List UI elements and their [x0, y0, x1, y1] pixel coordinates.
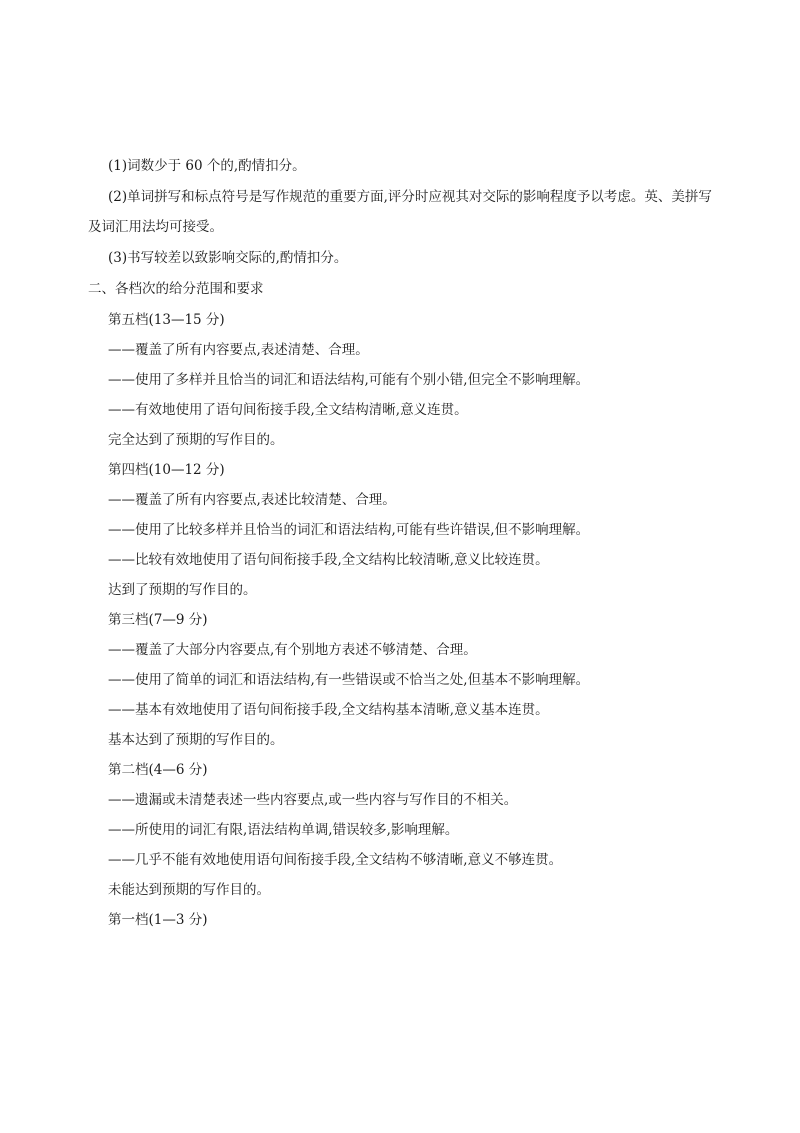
level-5-criterion-1: ——覆盖了所有内容要点,表述清楚、合理。 — [108, 342, 369, 358]
level-5-criterion-2: ——使用了多样并且恰当的词汇和语法结构,可能有个别小错,但完全不影响理解。 — [108, 372, 590, 388]
level-5-title: 第五档(13—15 分) — [108, 312, 225, 328]
level-4-criterion-2: ——使用了比较多样并且恰当的词汇和语法结构,可能有些许错误,但不影响理解。 — [108, 522, 590, 538]
level-3-criterion-1: ——覆盖了大部分内容要点,有个别地方表述不够清楚、合理。 — [108, 642, 477, 658]
level-2-criterion-3: ——几乎不能有效地使用语句间衔接手段,全文结构不够清晰,意义不够连贯。 — [108, 852, 563, 868]
level-4-criterion-1: ——覆盖了所有内容要点,表述比较清楚、合理。 — [108, 492, 396, 508]
level-2-criterion-1: ——遗漏或未清楚表述一些内容要点,或一些内容与写作目的不相关。 — [108, 792, 518, 808]
level-3-title: 第三档(7—9 分) — [108, 612, 208, 628]
level-2-summary: 未能达到预期的写作目的。 — [108, 882, 270, 898]
level-2-criterion-2: ——所使用的词汇有限,语法结构单调,错误较多,影响理解。 — [108, 822, 459, 838]
section-heading: 二、各档次的给分范围和要求 — [88, 281, 264, 297]
level-5-summary: 完全达到了预期的写作目的。 — [108, 432, 284, 448]
level-4-criterion-3: ——比较有效地使用了语句间衔接手段,全文结构比较清晰,意义比较连贯。 — [108, 552, 549, 568]
level-5-criterion-3: ——有效地使用了语句间衔接手段,全文结构清晰,意义连贯。 — [108, 402, 468, 418]
note-2: (2)单词拼写和标点符号是写作规范的重要方面,评分时应视其对交际的影响程度予以考虑。英、美拼写 — [108, 189, 712, 205]
note-2-continued: 及词汇用法均可接受。 — [88, 219, 223, 235]
note-1: (1)词数少于 60 个的,酌情扣分。 — [108, 158, 306, 174]
level-1-title: 第一档(1—3 分) — [108, 912, 208, 928]
level-4-summary: 达到了预期的写作目的。 — [108, 582, 257, 598]
note-3: (3)书写较差以致影响交际的,酌情扣分。 — [108, 250, 348, 266]
level-2-title: 第二档(4—6 分) — [108, 762, 208, 778]
level-4-title: 第四档(10—12 分) — [108, 462, 225, 478]
level-3-criterion-2: ——使用了简单的词汇和语法结构,有一些错误或不恰当之处,但基本不影响理解。 — [108, 672, 590, 688]
level-3-summary: 基本达到了预期的写作目的。 — [108, 732, 284, 748]
level-3-criterion-3: ——基本有效地使用了语句间衔接手段,全文结构基本清晰,意义基本连贯。 — [108, 702, 549, 718]
